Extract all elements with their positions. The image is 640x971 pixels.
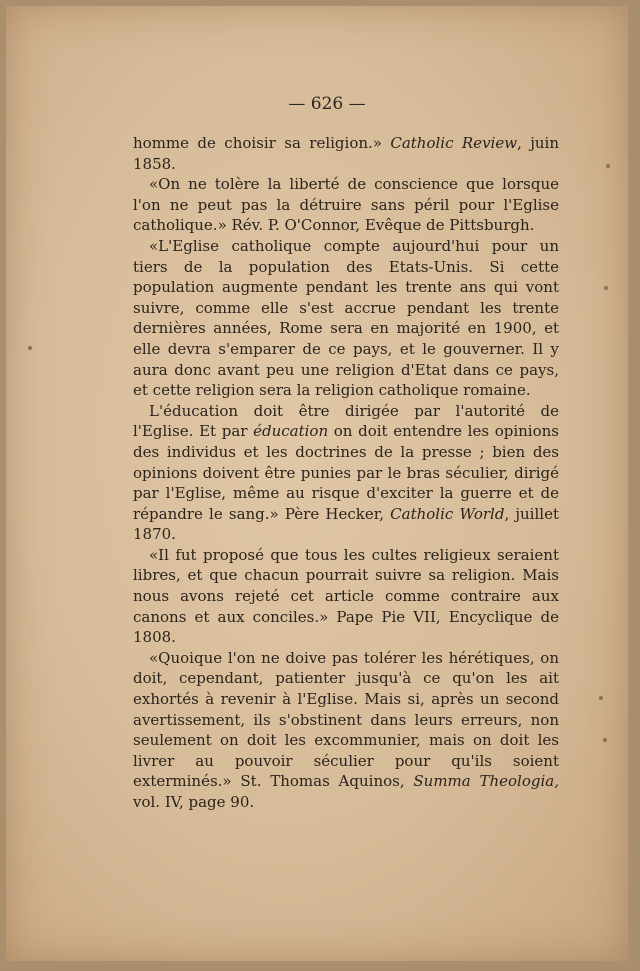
paragraph-text: «Quoique l'on ne doive pas tolérer les hérétiques, on doit, cependant, patienter jusqu'à ce qu'on les ait exhortés à revenir à l'Eglise. Mais si, après un second avertissement, ils s'obstinent dans leurs erreurs, non seulement on doit les excommunier, mais on doit les livrer au pouvoir séculier pour qu'ils soient exterminés.» St. Thomas Aquinos,: [133, 648, 559, 791]
paragraph-text: «Il fut proposé que tous les cultes religieux seraient libres, et que chacun pourrait suivre sa religion. Mais nous avons rejeté cet article comme contraire aux canons et aux conciles.» Pape Pie VII, Encyclique de 1808.: [133, 545, 559, 647]
paragraph-italic: Catholic Review: [390, 134, 518, 152]
paragraph: [133, 401, 559, 545]
paragraph-italic: Summa Theologia,: [413, 772, 560, 791]
paragraph-text: homme de choisir sa religion.»: [133, 134, 391, 152]
paragraph: [133, 648, 559, 813]
paper-speck: [28, 346, 32, 350]
paper-speck: [599, 696, 603, 700]
paragraph-text: «L'Eglise catholique compte aujourd'hui pour un tiers de la population des Etats-Unis. Si cette population augmente pendant les trente ans qui vont suivre, comme elle s'est accrue pendant les trente dernières années, Rome sera en majorité en 1900, et elle devra s'emparer de ce pays, et le gouverner. Il y aura donc avant peu une religion d'Etat dans ce pays, et cette religion sera la religion catholique romaine.: [133, 236, 559, 400]
paragraph-italic: éducation: [253, 422, 329, 441]
paragraph-italic: Catholic World: [390, 504, 505, 523]
paragraph: [133, 545, 559, 648]
paragraph: [133, 236, 559, 401]
paragraph-text: L'éducation doit être dirigée par l'autorité de l'Eglise. Et par: [133, 401, 559, 441]
paragraph-tail: vol. IV, page 90.: [133, 793, 255, 811]
page-number: — 626 —: [288, 94, 366, 114]
paper-speck: [606, 164, 610, 168]
paragraph-tail: , juin 1858.: [133, 134, 559, 173]
paragraph-tail: , juillet 1870.: [133, 504, 559, 544]
page-text: [133, 133, 559, 813]
paragraph: [133, 133, 559, 174]
book-page: [6, 6, 628, 961]
paper-speck: [603, 738, 607, 742]
paragraph-tail: on doit entendre les opinions des individus et les doctrines de la presse ; bien des opinions doivent être punies par le bras séculier, dirigé par l'Eglise, même au risque d'exciter la guerre et de répandre le sang.» Père Hecker,: [133, 422, 559, 523]
paragraph: [133, 174, 559, 236]
paragraph-text: «On ne tolère la liberté de conscience que lorsque l'on ne peut pas la détruire sans péril pour l'Eglise catholique.» Rév. P. O'Connor, Evêque de Pittsburgh.: [133, 175, 559, 235]
paper-speck: [604, 286, 608, 290]
